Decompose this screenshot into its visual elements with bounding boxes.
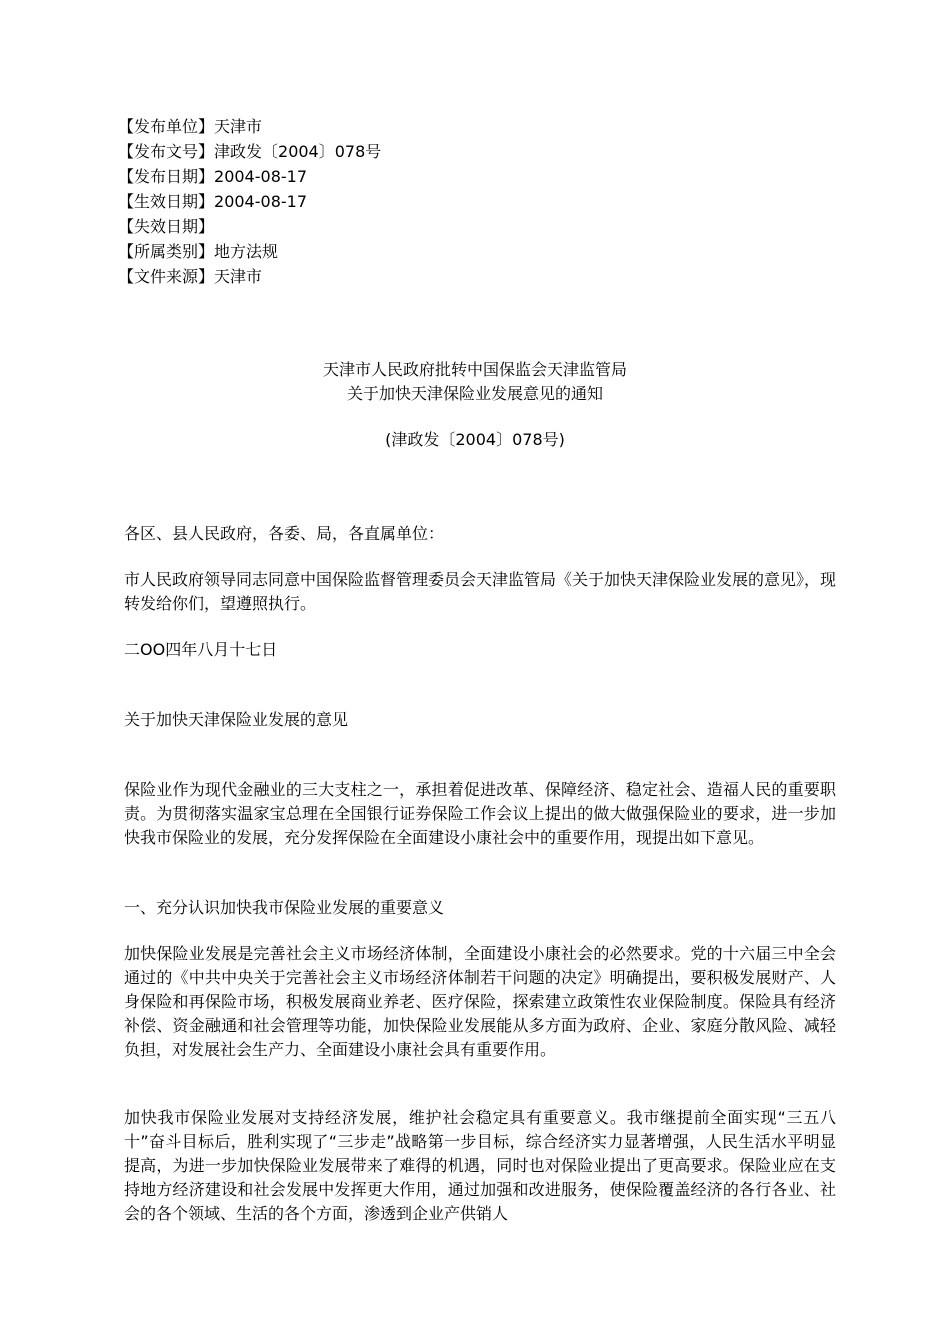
paragraph-section1-a: 加快保险业发展是完善社会主义市场经济体制，全面建设小康社会的必然要求。党的十六届三中全会通过的《中共中央关于完善社会主义市场经济体制若干问题的决定》明确提出，要积极发展财产、人身保险和再保险市场，积极发展商业养老、医疗保险，探索建立政策性农业保险制度。保险具有经济补偿、资金融通和社会管理等功能，加快保险业发展能从多方面为政府、企业、家庭分散风险、减轻负担，对发展社会生产力、全面建设小康社会具有重要作用。: [124, 944, 836, 1059]
meta-value: 天津市: [214, 117, 263, 136]
meta-label: 【所属类别】: [118, 242, 215, 261]
meta-value: 地方法规: [214, 242, 279, 261]
meta-row-category: [118, 239, 818, 264]
meta-value: 天津市: [214, 267, 263, 286]
meta-label: 【文件来源】: [118, 267, 215, 286]
meta-row-issuer: [118, 114, 818, 139]
meta-row-doc-number: [118, 139, 818, 164]
opinion-title: 关于加快天津保险业发展的意见: [124, 710, 349, 729]
meta-value: 2004-08-17: [214, 167, 307, 186]
meta-label: 【发布日期】: [118, 167, 215, 186]
issue-date-line: 二OO四年八月十七日: [124, 640, 278, 659]
meta-row-expiry-date: [118, 214, 818, 239]
meta-label: 【发布单位】: [118, 117, 215, 136]
meta-value: 2004-08-17: [214, 192, 307, 211]
meta-label: 【发布文号】: [118, 142, 215, 161]
document-number: (津政发〔2004〕078号): [385, 430, 565, 449]
meta-label: 【失效日期】: [118, 217, 215, 236]
meta-row-effective-date: [118, 189, 818, 214]
paragraph-section1-b: 加快我市保险业发展对支持经济发展，维护社会稳定具有重要意义。我市继提前全面实现“三五八十”奋斗目标后，胜利实现了“三步走”战略第一步目标，综合经济实力显著增强，人民生活水平明显提高，为进一步加快保险业发展带来了难得的机遇，同时也对保险业提出了更高要求。保险业应在支持地方经济建设和社会发展中发挥更大作用，通过加强和改进服务，使保险覆盖经济的各行各业、社会的各个领域、生活的各个方面，渗透到企业产供销人: [124, 1108, 836, 1223]
meta-row-issue-date: [118, 164, 818, 189]
section-heading-1: 一、充分认识加快我市保险业发展的重要意义: [124, 898, 445, 917]
meta-row-source: [118, 264, 818, 289]
meta-value: 津政发〔2004〕078号: [214, 142, 382, 161]
intro-paragraph: 市人民政府领导同志同意中国保险监督管理委员会天津监管局《关于加快天津保险业发展的意见》，现转发给你们，望遵照执行。: [124, 570, 837, 613]
document-title-line2: 关于加快天津保险业发展意见的通知: [346, 384, 603, 403]
metadata-block: [118, 114, 818, 289]
addressee: 各区、县人民政府，各委、局，各直属单位：: [124, 524, 445, 543]
meta-label: 【生效日期】: [118, 192, 215, 211]
document-title-line1: 天津市人民政府批转中国保监会天津监管局: [322, 360, 627, 379]
paragraph-preamble: 保险业作为现代金融业的三大支柱之一，承担着促进改革、保障经济、稳定社会、造福人民的重要职责。为贯彻落实温家宝总理在全国银行证券保险工作会议上提出的做大做强保险业的要求，进一步加快我市保险业的发展，充分发挥保险在全面建设小康社会中的重要作用，现提出如下意见。: [124, 780, 836, 847]
